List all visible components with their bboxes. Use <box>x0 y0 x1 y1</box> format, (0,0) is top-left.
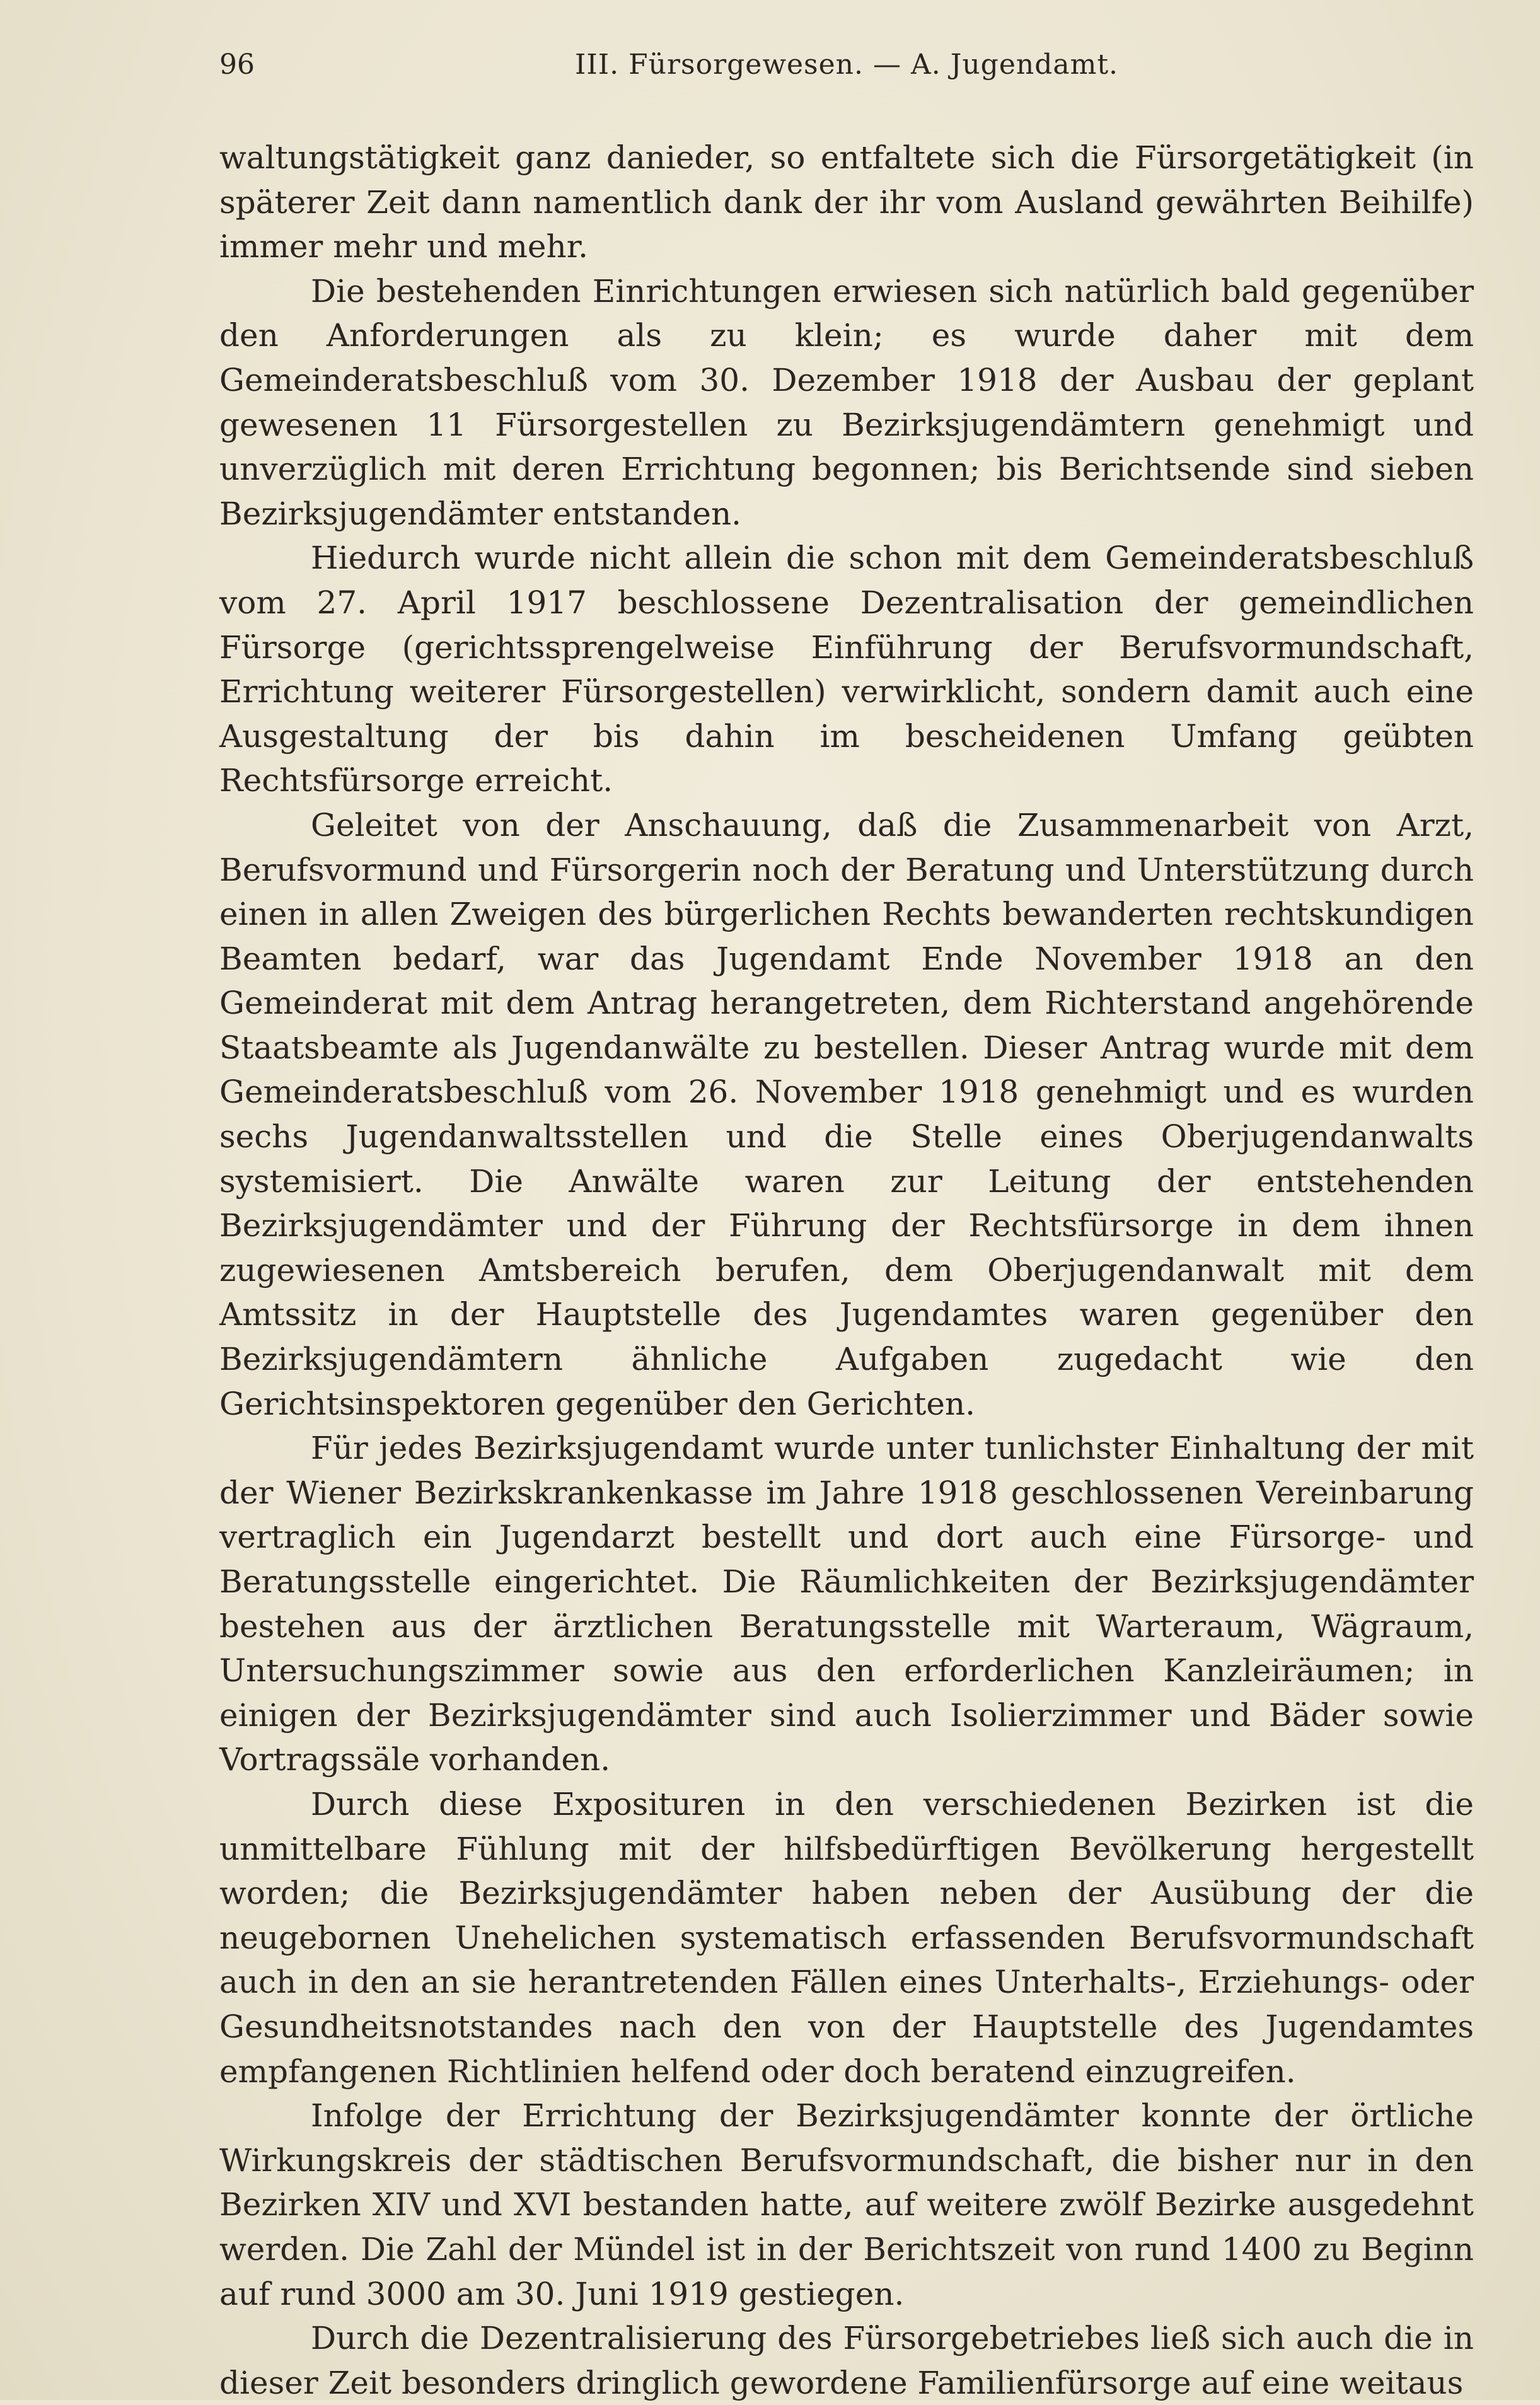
paragraph: Infolge der Errichtung der Bezirksjugendämter konnte der örtliche Wirkungskreis der städtischen Berufsvormundschaft, die bisher nur in den Bezirken XIV und XVI bestanden hatte, auf weitere zwölf Bezirke ausgedehnt werden. Die Zahl der Mündel ist in der Berichtszeit von rund 1400 zu Beginn auf rund 3000 am 30. Juni 1919 gestiegen. <box>219 2097 1474 2312</box>
paragraph: Geleitet von der Anschauung, daß die Zusammenarbeit von Arzt, Berufsvormund und Fürsorgerin noch der Beratung und Unterstützung durch einen in allen Zweigen des bürgerlichen Rechts bewanderten rechtskundigen Beamten bedarf, war das Jugendamt Ende November 1918 an den Gemeinderat mit dem Antrag herangetreten, dem Richterstand angehörende Staatsbeamte als Jugendanwälte zu bestellen. Dieser Antrag wurde mit dem Gemeinderatsbeschluß vom 26. November 1918 genehmigt und es wurden sechs Jugendanwaltsstellen und die Stelle eines Oberjugendanwalts systemisiert. Die Anwälte waren zur Leitung der entstehenden Bezirksjugendämter und der Führung der Rechtsfürsorge in dem ihnen zugewiesenen Amtsbereich berufen, dem Oberjugendanwalt mit dem Amtssitz in der Hauptstelle des Jugendamtes waren gegenüber den Bezirksjugendämtern ähnliche Aufgaben zugedacht wie den Gerichtsinspektoren gegenüber den Gerichten. <box>219 806 1474 1422</box>
paragraph-continuation: waltungstätigkeit ganz danieder, so entfaltete sich die Fürsorgetätigkeit (in späterer Zeit dann namentlich dank der ihr vom Ausland gewährten Beihilfe) immer mehr und mehr. <box>219 139 1474 265</box>
running-head: III. Fürsorgewesen. — A. Jugendamt. <box>575 49 1118 81</box>
paragraph: Durch diese Exposituren in den verschiedenen Bezirken ist die unmittelbare Fühlung mit der hilfsbedürftigen Bevölkerung hergestellt worden; die Bezirksjugendämter haben neben der Ausübung der die neugebornen Unehelichen systematisch erfassenden Berufsvormundschaft auch in den an sie herantretenden Fällen eines Unterhalts-, Erziehungs- oder Gesundheitsnotstandes nach den von der Hauptstelle des Jugendamtes empfangenen Richtlinien helfend oder doch beratend einzugreifen. <box>219 1785 1474 2090</box>
paragraph: Durch die Dezentralisierung des Fürsorgebetriebes ließ sich auch die in dieser Zeit besonders dringlich gewordene Familienfürsorge auf eine weitaus <box>219 2320 1474 2401</box>
page-header <box>219 43 1474 87</box>
page-number: 96 <box>219 49 255 81</box>
paragraph: Hiedurch wurde nicht allein die schon mit dem Gemeinderatsbeschluß vom 27. April 1917 beschlossene Dezentralisation der gemeindlichen Fürsorge (gerichtssprengelweise Einführung der Berufsvormundschaft, Errichtung weiterer Fürsorgestellen) verwirklicht, sondern damit auch eine Ausgestaltung der bis dahin im bescheidenen Umfang geübten Rechtsfürsorge erreicht. <box>219 540 1474 799</box>
body-text <box>219 136 1474 2405</box>
paragraph: Für jedes Bezirksjugendamt wurde unter tunlichster Einhaltung der mit der Wiener Bezirkskrankenkasse im Jahre 1918 geschlossenen Vereinbarung vertraglich ein Jugendarzt bestellt und dort auch eine Fürsorge- und Beratungsstelle eingerichtet. Die Räumlichkeiten der Bezirksjugendämter bestehen aus der ärztlichen Beratungsstelle mit Warteraum, Wägraum, Untersuchungszimmer sowie aus den erforderlichen Kanzleiräumen; in einigen der Bezirksjugendämter sind auch Isolierzimmer und Bäder sowie Vortragssäle vorhanden. <box>219 1430 1474 1778</box>
paragraph: Die bestehenden Einrichtungen erwiesen sich natürlich bald gegenüber den Anforderungen als zu klein; es wurde daher mit dem Gemeinderatsbeschluß vom 30. Dezember 1918 der Ausbau der geplant gewesenen 11 Fürsorgestellen zu Bezirksjugendämtern genehmigt und unverzüglich mit deren Errichtung begonnen; bis Berichtsende sind sieben Bezirksjugendämter entstanden. <box>219 272 1474 532</box>
